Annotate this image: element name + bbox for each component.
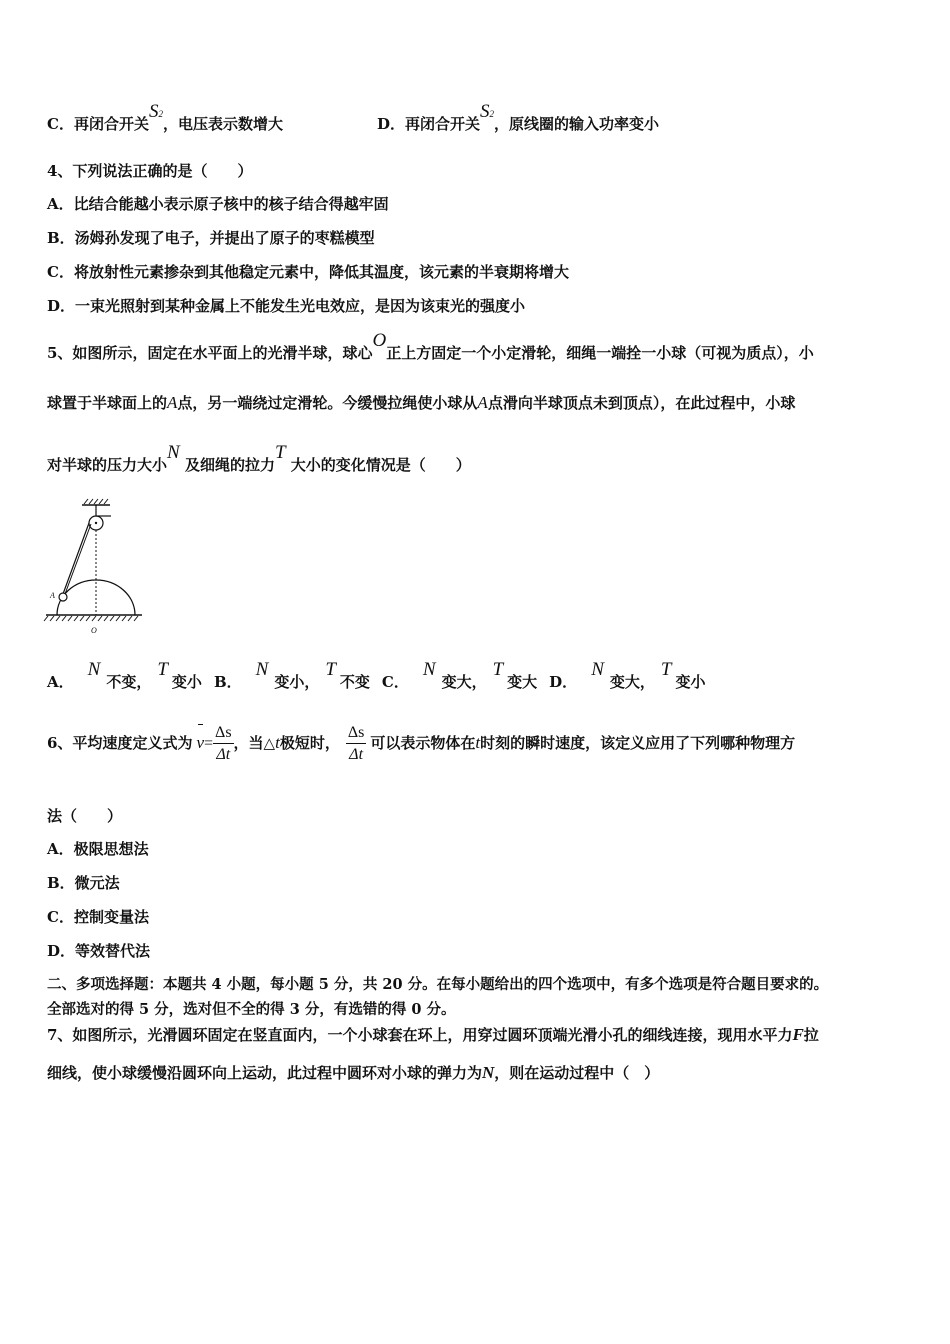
q7-text: 7、如图所示，光滑圆环固定在竖直面内，一个小球套在环上，用穿过圆环顶端光滑小孔的细线连接，现用水平力 [47, 1026, 793, 1044]
q3-option-c [47, 101, 283, 136]
q5-figure-hemisphere-pulley [40, 498, 150, 640]
symbol-t: t [275, 733, 280, 752]
symbol-t: T [157, 659, 168, 680]
symbol-a: A [477, 393, 488, 412]
q6-option-a: A．极限思想法 [47, 840, 149, 858]
symbol-n: N [87, 659, 101, 680]
q5-text: 大小的变化情况是（ ） [290, 456, 471, 474]
q6-stem-line1 [47, 723, 795, 764]
option-c-text2: 变大 [507, 673, 538, 691]
option-d-label: D． [549, 673, 578, 691]
q6-text: 极短时， [279, 734, 340, 752]
q7-stem-line1 [47, 1025, 819, 1045]
symbol-n: N [167, 442, 180, 463]
q6-option-b: B．微元法 [47, 874, 120, 892]
figure-label-o: O [91, 626, 97, 635]
option-d-text1: 变大， [609, 673, 655, 691]
q6-text: 时刻的瞬时速度，该定义应用了下列哪种物理方 [480, 734, 796, 752]
s-subscript: 2 [158, 109, 163, 119]
symbol-t: t [475, 733, 481, 752]
fraction-numerator: Δs [346, 724, 367, 744]
symbol-n: N [422, 659, 436, 680]
q6-stem-line2: 法（ ） [47, 807, 123, 825]
symbol-t: T [492, 659, 504, 680]
symbol-t: T [325, 659, 336, 680]
option-a-text2: 变小 [171, 673, 202, 691]
symbol-a: A [167, 393, 178, 412]
option-b-text2: 不变 [339, 673, 370, 691]
s-symbol: S [480, 101, 490, 122]
symbol-v-bar: v [196, 723, 204, 763]
q7-text: ，则在运动过程中（ ） [494, 1064, 660, 1082]
figure-label-a: A [50, 591, 55, 600]
q6-option-d: D．等效替代法 [47, 942, 151, 960]
symbol-n: N [255, 659, 269, 680]
q4-option-a: A．比结合能越小表示原子核中的核子结合得越牢固 [47, 195, 389, 213]
q6-text: ，当△ [233, 734, 276, 752]
q3-option-c-text: C．再闭合开关 [47, 115, 149, 133]
option-b-text1: 变小， [274, 673, 320, 691]
s-symbol: S [148, 101, 159, 122]
q4-option-b: B．汤姆孙发现了电子，并提出了原子的枣糕模型 [47, 229, 375, 247]
q6-text: 可以表示物体在 [370, 734, 476, 752]
q5-text: 点，另一端绕过定滑轮。今缓慢拉绳使小球从 [177, 394, 478, 412]
symbol-s2 [149, 101, 163, 122]
q3-option-d-text: D．再闭合开关 [377, 115, 481, 133]
symbol-n: N [482, 1063, 495, 1082]
q5-text: 正上方固定一个小定滑轮，细绳一端拴一小球（可视为质点），小 [386, 344, 814, 362]
fraction-denominator: Δt [349, 746, 364, 763]
fraction-ds-dt [213, 724, 234, 764]
q4-stem: 4、下列说法正确的是（ ） [47, 162, 253, 180]
q5-stem-line1 [47, 330, 814, 363]
q5-text: 点滑向半球顶点未到顶点），在此过程中，小球 [487, 394, 796, 412]
fraction-ds-dt [346, 724, 367, 764]
q5-text: 5、如图所示，固定在水平面上的光滑半球，球心 [47, 344, 373, 362]
q5-options [47, 659, 706, 692]
symbol-s2 [480, 101, 494, 122]
q5-text: 球置于半球面上的 [47, 394, 168, 412]
option-c-label: C． [381, 673, 409, 691]
option-a-label: A． [47, 673, 74, 691]
equals-sign: = [204, 735, 214, 752]
q4-option-d: D．一束光照射到某种金属上不能发生光电效应，是因为该束光的强度小 [47, 297, 526, 315]
fraction-denominator: Δt [216, 746, 231, 763]
q4-option-c: C．将放射性元素掺杂到其他稳定元素中，降低其温度，该元素的半衰期将增大 [47, 263, 569, 281]
symbol-o: O [372, 330, 387, 351]
q3-option-c-suffix: ，电压表示数增大 [162, 115, 283, 133]
q5-stem-line2 [47, 393, 795, 413]
q5-text: 对半球的压力大小 [47, 456, 168, 474]
q3-option-d-suffix: ，原线圈的输入功率变小 [494, 115, 660, 133]
symbol-t: T [274, 442, 286, 463]
symbol-t: T [660, 659, 672, 680]
symbol-f: F [792, 1025, 804, 1044]
q7-text: 拉 [803, 1026, 819, 1044]
fraction-numerator: Δs [213, 724, 234, 744]
q5-text: 及细绳的拉力 [184, 456, 275, 474]
option-a-text1: 不变， [106, 673, 152, 691]
option-d-text2: 变小 [675, 673, 706, 691]
q7-stem-line2 [47, 1063, 659, 1083]
option-c-text1: 变大， [441, 673, 487, 691]
section2-line1: 二、多项选择题：本题共 4 小题，每小题 5 分，共 20 分。在每小题给出的四个选项中，有多个选项是符合题目要求的。 [47, 976, 829, 993]
symbol-n: N [591, 659, 604, 680]
section2-line2: 全部选对的得 5 分，选对但不全的得 3 分，有选错的得 0 分。 [47, 1001, 456, 1018]
q7-text: 细线，使小球缓慢沿圆环向上运动，此过程中圆环对小球的弹力为 [47, 1064, 483, 1082]
option-b-label: B． [213, 673, 242, 691]
q3-option-d [377, 101, 660, 136]
q5-stem-line3 [47, 442, 471, 475]
s-subscript: 2 [489, 109, 495, 119]
q6-option-c: C．控制变量法 [47, 908, 149, 926]
q6-text: 6、平均速度定义式为 [47, 734, 193, 752]
